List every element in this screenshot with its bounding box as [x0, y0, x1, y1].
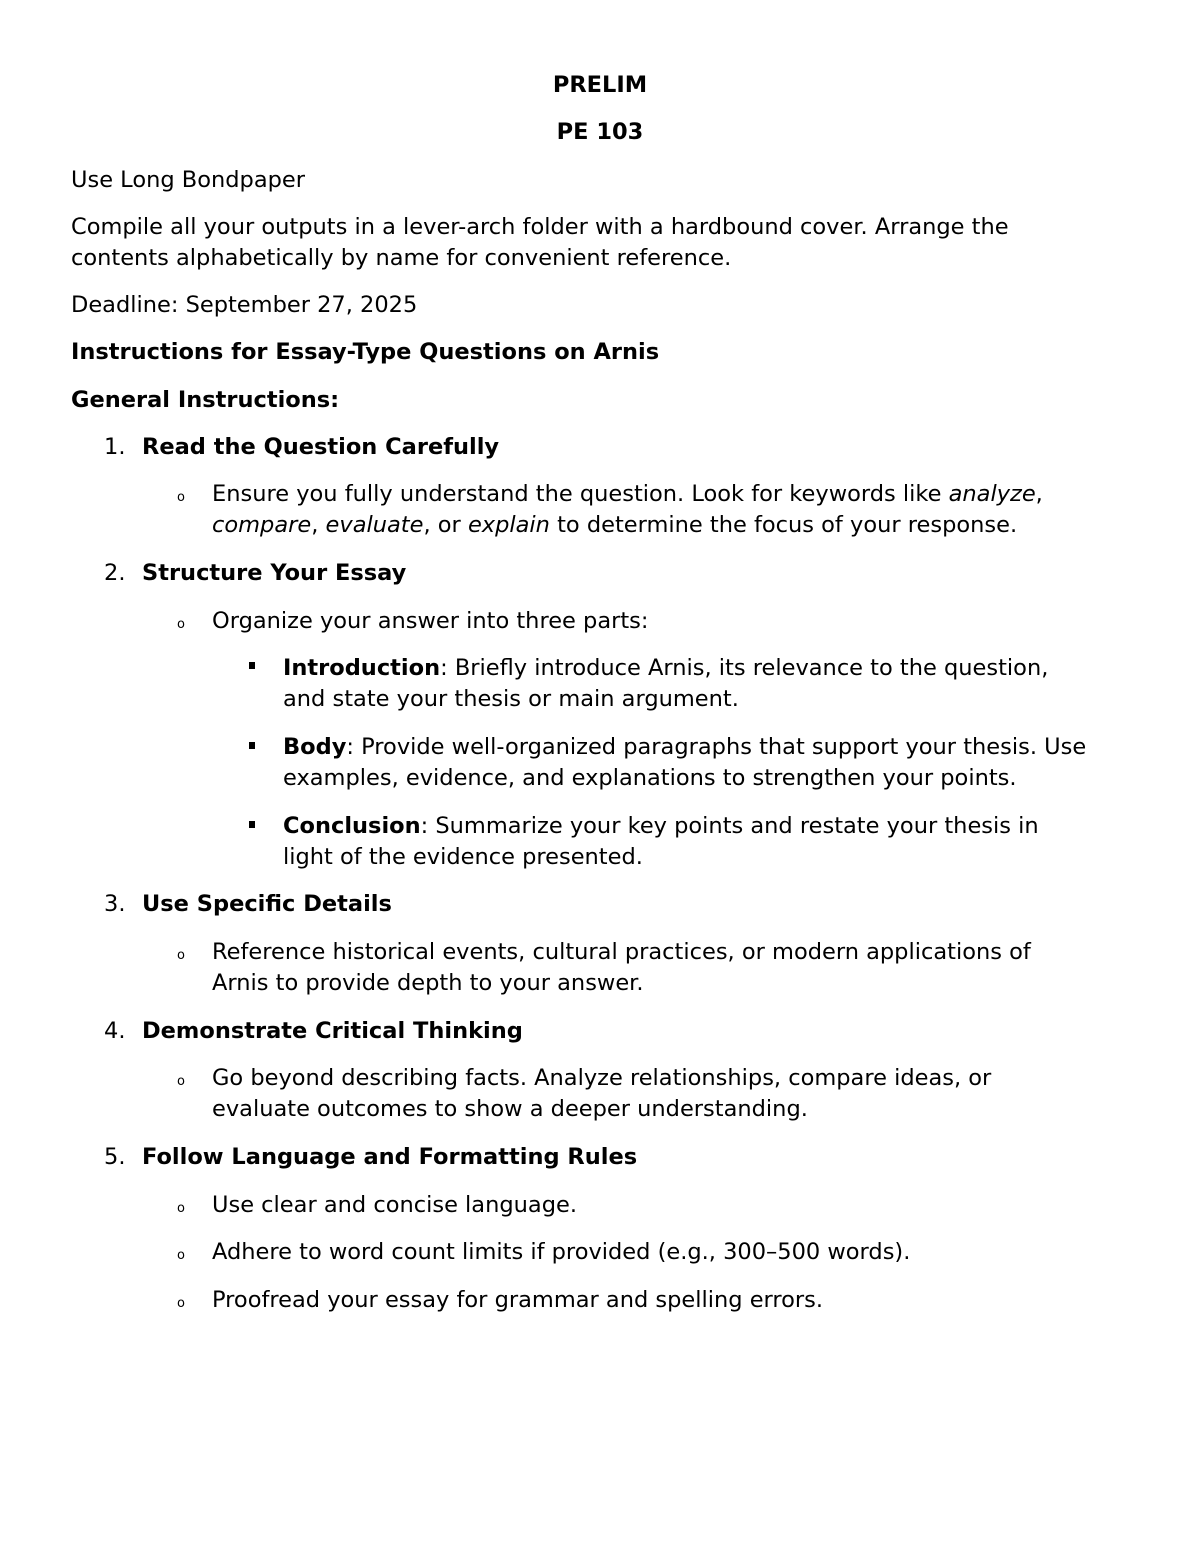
keyword-explain: explain [467, 512, 550, 538]
item-heading: Use Specific Details [142, 891, 392, 917]
item-1-bullet-line2 [212, 510, 1017, 541]
hollow-bullet-icon: o [177, 1201, 185, 1216]
item-number: 1. [104, 434, 126, 460]
item-3-bullet-line1: Reference historical events, cultural practices, or modern applications of [212, 939, 1031, 965]
square-bullet-icon [249, 662, 255, 669]
hollow-bullet-icon: o [177, 617, 185, 632]
course-code: PE 103 [556, 119, 644, 145]
sub-conclusion-line1 [283, 811, 1039, 842]
section-title: Instructions for Essay-Type Questions on Arnis [71, 339, 660, 365]
sub-label: Conclusion [283, 813, 421, 839]
sub-introduction-line2: and state your thesis or main argument. [283, 686, 739, 712]
hollow-bullet-icon: o [177, 948, 185, 963]
item-2-bullet: Organize your answer into three parts: [212, 608, 649, 634]
document-title: PRELIM [552, 72, 648, 98]
deadline: Deadline: September 27, 2025 [71, 292, 418, 318]
general-heading: General Instructions: [71, 387, 340, 413]
bullet-text: , [1035, 481, 1043, 507]
hollow-bullet-icon: o [177, 490, 185, 505]
bullet-text: , [311, 512, 326, 538]
item-5-bullet: Proofread your essay for grammar and spelling errors. [212, 1287, 824, 1313]
hollow-bullet-icon: o [177, 1248, 185, 1263]
keyword-compare: compare [212, 512, 312, 538]
square-bullet-icon [249, 742, 255, 749]
sub-introduction-line1 [283, 653, 1048, 684]
item-heading: Follow Language and Formatting Rules [142, 1144, 638, 1170]
sub-text: : Briefly introduce Arnis, its relevance to the question, [440, 655, 1049, 681]
item-number: 5. [104, 1144, 126, 1170]
item-heading: Demonstrate Critical Thinking [142, 1018, 523, 1044]
bullet-text: to determine the focus of your response. [549, 512, 1018, 538]
item-5-bullet: Use clear and concise language. [212, 1192, 577, 1218]
item-heading: Read the Question Carefully [142, 434, 500, 460]
item-number: 3. [104, 891, 126, 917]
sub-label: Introduction [283, 655, 441, 681]
item-number: 4. [104, 1018, 126, 1044]
keyword-analyze: analyze [948, 481, 1036, 507]
hollow-bullet-icon: o [177, 1296, 185, 1311]
item-4-bullet-line2: evaluate outcomes to show a deeper understanding. [212, 1096, 808, 1122]
sub-text: : Provide well-organized paragraphs that support your thesis. Use [346, 734, 1087, 760]
item-number: 2. [104, 560, 126, 586]
paper-note: Use Long Bondpaper [71, 167, 305, 193]
item-1-bullet-line1 [212, 479, 1043, 510]
item-heading: Structure Your Essay [142, 560, 407, 586]
hollow-bullet-icon: o [177, 1074, 185, 1089]
keyword-evaluate: evaluate [325, 512, 424, 538]
item-5-bullet: Adhere to word count limits if provided (e.g., 300–500 words). [212, 1239, 911, 1265]
sub-label: Body [283, 734, 347, 760]
item-4-bullet-line1: Go beyond describing facts. Analyze relationships, compare ideas, or [212, 1065, 992, 1091]
sub-text: : Summarize your key points and restate your thesis in [420, 813, 1039, 839]
bullet-text: Ensure you fully understand the question. Look for keywords like [212, 481, 949, 507]
bullet-text: , or [423, 512, 468, 538]
square-bullet-icon [249, 821, 255, 828]
sub-body-line2: examples, evidence, and explanations to strengthen your points. [283, 765, 1017, 791]
sub-conclusion-line2: light of the evidence presented. [283, 844, 643, 870]
sub-body-line1 [283, 732, 1086, 763]
compile-note-line1: Compile all your outputs in a lever-arch folder with a hardbound cover. Arrange the [71, 214, 1009, 240]
compile-note-line2: contents alphabetically by name for convenient reference. [71, 245, 732, 271]
item-3-bullet-line2: Arnis to provide depth to your answer. [212, 970, 644, 996]
